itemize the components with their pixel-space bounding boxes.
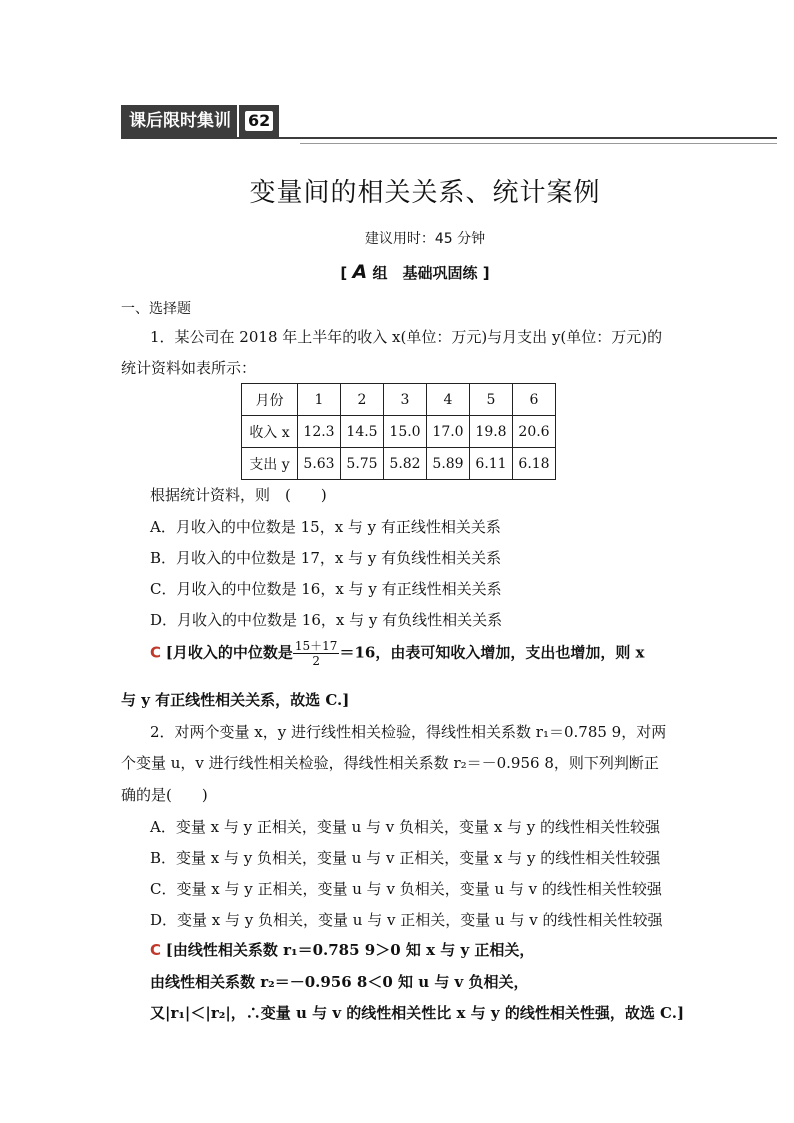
q1-option-a: A．月收入的中位数是 15，x 与 y 有正线性相关关系 <box>150 518 501 536</box>
table-cell: 5.82 <box>384 448 427 480</box>
q2-answer-line3: 又|r₁|＜|r₂|，∴变量 u 与 v 的线性相关性比 x 与 y 的线性相关性强，故选 C.] <box>150 1004 685 1022</box>
table-row <box>242 384 556 416</box>
q2-stem-line3: 确的是( ) <box>121 786 208 804</box>
banner-rule <box>121 137 777 139</box>
q2-stem-line2: 个变量 u，v 进行线性相关检验，得线性相关系数 r₂＝－0.956 8，则下列判断正 <box>121 754 659 772</box>
table-cell: 14.5 <box>341 416 384 448</box>
suggested-time: 建议用时：45 分钟 <box>364 231 486 247</box>
q2-option-d: D．变量 x 与 y 负相关，变量 u 与 v 正相关，变量 u 与 v 的线性相关性较强 <box>150 911 663 929</box>
table-cell: 19.8 <box>470 416 513 448</box>
group-letter: A <box>352 261 368 283</box>
banner-label: 课后限时集训 <box>121 105 237 137</box>
q1-question: 根据统计资料，则 ( ) <box>150 486 327 504</box>
q2-answer-letter: C <box>150 941 162 959</box>
table-cell: 5.89 <box>427 448 470 480</box>
q1-answer-letter: C <box>150 643 162 662</box>
section-heading: 一、选择题 <box>121 301 191 317</box>
table-cell: 6 <box>513 384 556 416</box>
table-cell: 5 <box>470 384 513 416</box>
table-cell: 20.6 <box>513 416 556 448</box>
q1-data-table <box>241 383 556 480</box>
banner-rule-thin <box>300 143 777 144</box>
group-heading <box>0 261 794 283</box>
q2-answer-line1: [由线性相关系数 r₁＝0.785 9＞0 知 x 与 y 正相关， <box>165 941 535 959</box>
table-cell: 支出 y <box>242 448 298 480</box>
q2-option-c: C．变量 x 与 y 正相关，变量 u 与 v 负相关，变量 u 与 v 的线性相关性较强 <box>150 880 662 898</box>
table-cell: 6.11 <box>470 448 513 480</box>
banner-number: 62 <box>245 111 273 131</box>
table-cell: 1 <box>298 384 341 416</box>
table-cell: 6.18 <box>513 448 556 480</box>
table-cell: 5.63 <box>298 448 341 480</box>
fraction-denominator: 2 <box>312 654 320 668</box>
page-title: 变量间的相关关系、统计案例 <box>249 178 601 208</box>
q2-answer <box>150 939 534 960</box>
q2-stem-line1: 2．对两个变量 x，y 进行线性相关检验，得线性相关系数 r₁＝0.785 9，对两 <box>150 723 667 741</box>
table-cell: 月份 <box>242 384 298 416</box>
q1-answer-fraction <box>293 639 340 668</box>
fraction-numerator: 15＋17 <box>294 639 338 653</box>
section-banner <box>121 105 279 137</box>
q1-answer-line2: 与 y 有正线性相关关系，故选 C.] <box>121 691 350 709</box>
q1-option-b: B．月收入的中位数是 17，x 与 y 有负线性相关关系 <box>150 549 502 567</box>
table-cell: 2 <box>341 384 384 416</box>
q2-option-b: B．变量 x 与 y 负相关，变量 u 与 v 正相关，变量 x 与 y 的线性相关性较强 <box>150 849 661 867</box>
q1-answer-post: ＝16，由表可知收入增加，支出也增加，则 x <box>339 643 645 662</box>
q2-answer-line2: 由线性相关系数 r₂＝－0.956 8＜0 知 u 与 v 负相关， <box>150 973 529 991</box>
table-cell: 4 <box>427 384 470 416</box>
banner-number-box <box>239 105 279 137</box>
table-cell: 3 <box>384 384 427 416</box>
table-row <box>242 416 556 448</box>
q1-answer-pre: [月收入的中位数是 <box>165 643 293 662</box>
table-cell: 17.0 <box>427 416 470 448</box>
table-cell: 收入 x <box>242 416 298 448</box>
group-bracket-open: [ <box>340 264 348 282</box>
table-cell: 5.75 <box>341 448 384 480</box>
table-cell: 15.0 <box>384 416 427 448</box>
q1-answer <box>150 639 645 668</box>
group-label: 组 基础巩固练 <box>372 264 478 282</box>
q1-stem-line1: 1．某公司在 2018 年上半年的收入 x(单位：万元)与月支出 y(单位：万元)的 <box>150 328 663 346</box>
table-row <box>242 448 556 480</box>
group-bracket-close: ] <box>482 264 490 282</box>
q1-option-d: D．月收入的中位数是 16，x 与 y 有负线性相关关系 <box>150 611 503 629</box>
q1-stem-line2: 统计资料如表所示： <box>121 359 257 377</box>
table-cell: 12.3 <box>298 416 341 448</box>
q2-option-a: A．变量 x 与 y 正相关，变量 u 与 v 负相关，变量 x 与 y 的线性相关性较强 <box>150 818 661 836</box>
q1-option-c: C．月收入的中位数是 16，x 与 y 有正线性相关关系 <box>150 580 502 598</box>
